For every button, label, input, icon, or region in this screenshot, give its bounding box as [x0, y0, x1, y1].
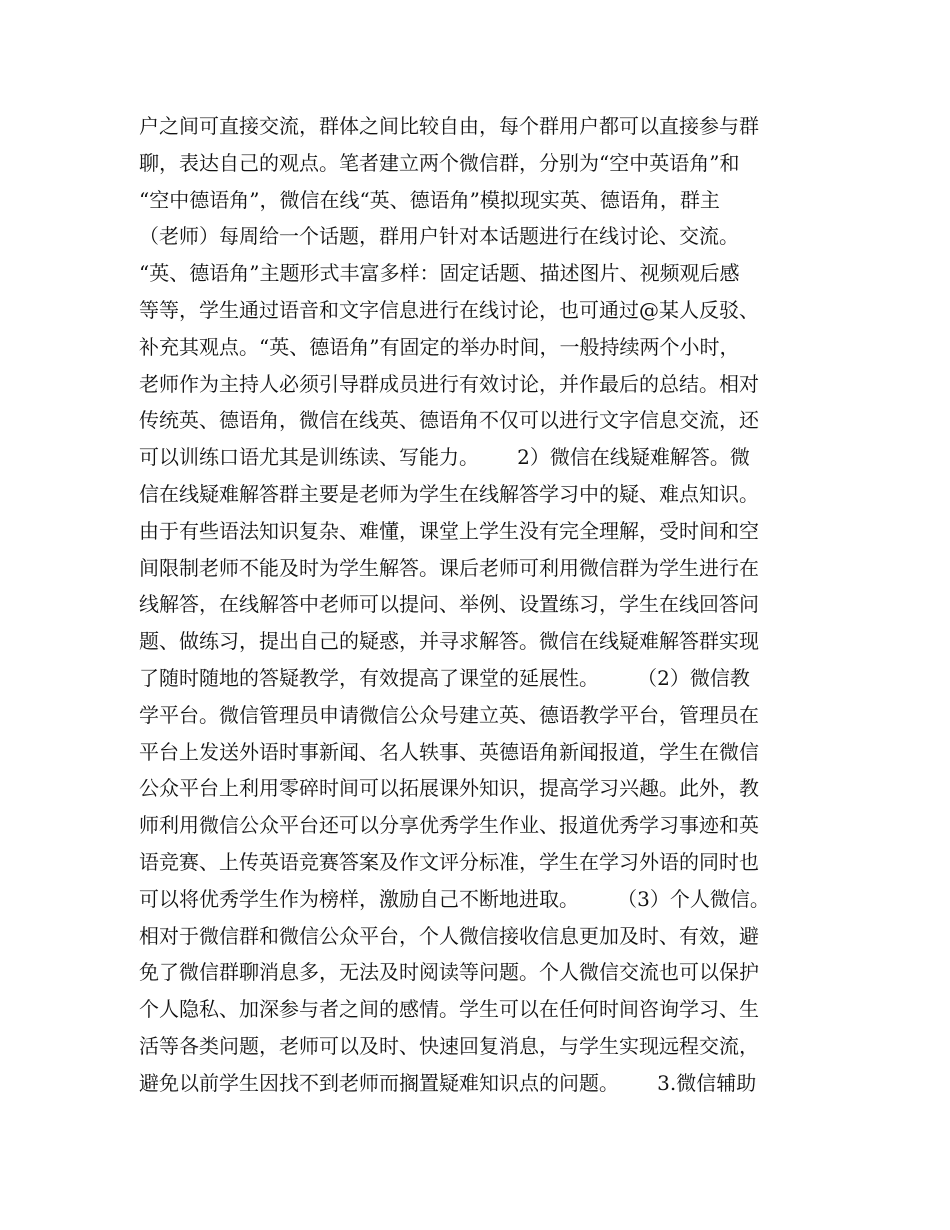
text-line: 可以将优秀学生作为榜样，激励自己不断地进取。 （3）个人微信。: [139, 886, 770, 911]
text-line: 补充其观点。“英、德语角”有固定的举办时间，一般持续两个小时，: [139, 334, 740, 359]
text-line: 了随时随地的答疑教学，有效提高了课堂的延展性。 （2）微信教: [139, 665, 750, 690]
text-line: 可以训练口语尤其是训练读、写能力。 2）微信在线疑难解答。微: [139, 445, 750, 470]
text-line: （老师）每周给一个话题，群用户针对本话题进行在线讨论、交流。: [139, 224, 739, 249]
text-line: 聊，表达自己的观点。笔者建立两个微信群，分别为“空中英语角”和: [139, 150, 740, 175]
text-line: 免了微信群聊消息多，无法及时阅读等问题。个人微信交流也可以保护: [139, 960, 759, 985]
text-line: 老师作为主持人必须引导群成员进行有效讨论，并作最后的总结。相对: [139, 371, 759, 396]
text-line: 活等各类问题，老师可以及时、快速回复消息，与学生实现远程交流，: [139, 1033, 759, 1058]
body-text: [139, 108, 829, 1102]
text-line: 等等，学生通过语音和文字信息进行在线讨论，也可通过@某人反驳、: [139, 297, 759, 322]
text-line: 学平台。微信管理员申请微信公众号建立英、德语教学平台，管理员在: [139, 702, 759, 727]
text-line: “空中德语角”，微信在线“英、德语角”模拟现实英、德语角，群主: [139, 187, 720, 212]
text-line: 语竞赛、上传英语竞赛答案及作文评分标准，学生在学习外语的同时也: [139, 849, 759, 874]
text-line: 师利用微信公众平台还可以分享优秀学生作业、报道优秀学习事迹和英: [139, 813, 759, 838]
text-line: 公众平台上利用零碎时间可以拓展课外知识，提高学习兴趣。此外，教: [139, 776, 759, 801]
text-line: 避免以前学生因找不到老师而搁置疑难知识点的问题。 3.微信辅助: [139, 1070, 757, 1095]
text-line: 题、做练习，提出自己的疑惑，并寻求解答。微信在线疑难解答群实现: [139, 629, 759, 654]
text-line: 传统英、德语角，微信在线英、德语角不仅可以进行文字信息交流，还: [139, 408, 759, 433]
text-line: 平台上发送外语时事新闻、名人轶事、英德语角新闻报道，学生在微信: [139, 739, 759, 764]
text-line: 户之间可直接交流，群体之间比较自由，每个群用户都可以直接参与群: [139, 114, 759, 138]
text-line: 间限制老师不能及时为学生解答。课后老师可利用微信群为学生进行在: [139, 555, 759, 580]
text-line: 个人隐私、加深参与者之间的感情。学生可以在任何时间咨询学习、生: [139, 997, 759, 1022]
text-line: “英、德语角”主题形式丰富多样：固定话题、描述图片、视频观后感: [139, 261, 740, 286]
text-line: 由于有些语法知识复杂、难懂，课堂上学生没有完全理解，受时间和空: [139, 518, 759, 543]
text-line: 线解答，在线解答中老师可以提问、举例、设置练习，学生在线回答问: [139, 592, 759, 617]
text-line: 相对于微信群和微信公众平台，个人微信接收信息更加及时、有效，避: [139, 923, 759, 948]
text-line: 信在线疑难解答群主要是老师为学生在线解答学习中的疑、难点知识。: [139, 481, 759, 506]
